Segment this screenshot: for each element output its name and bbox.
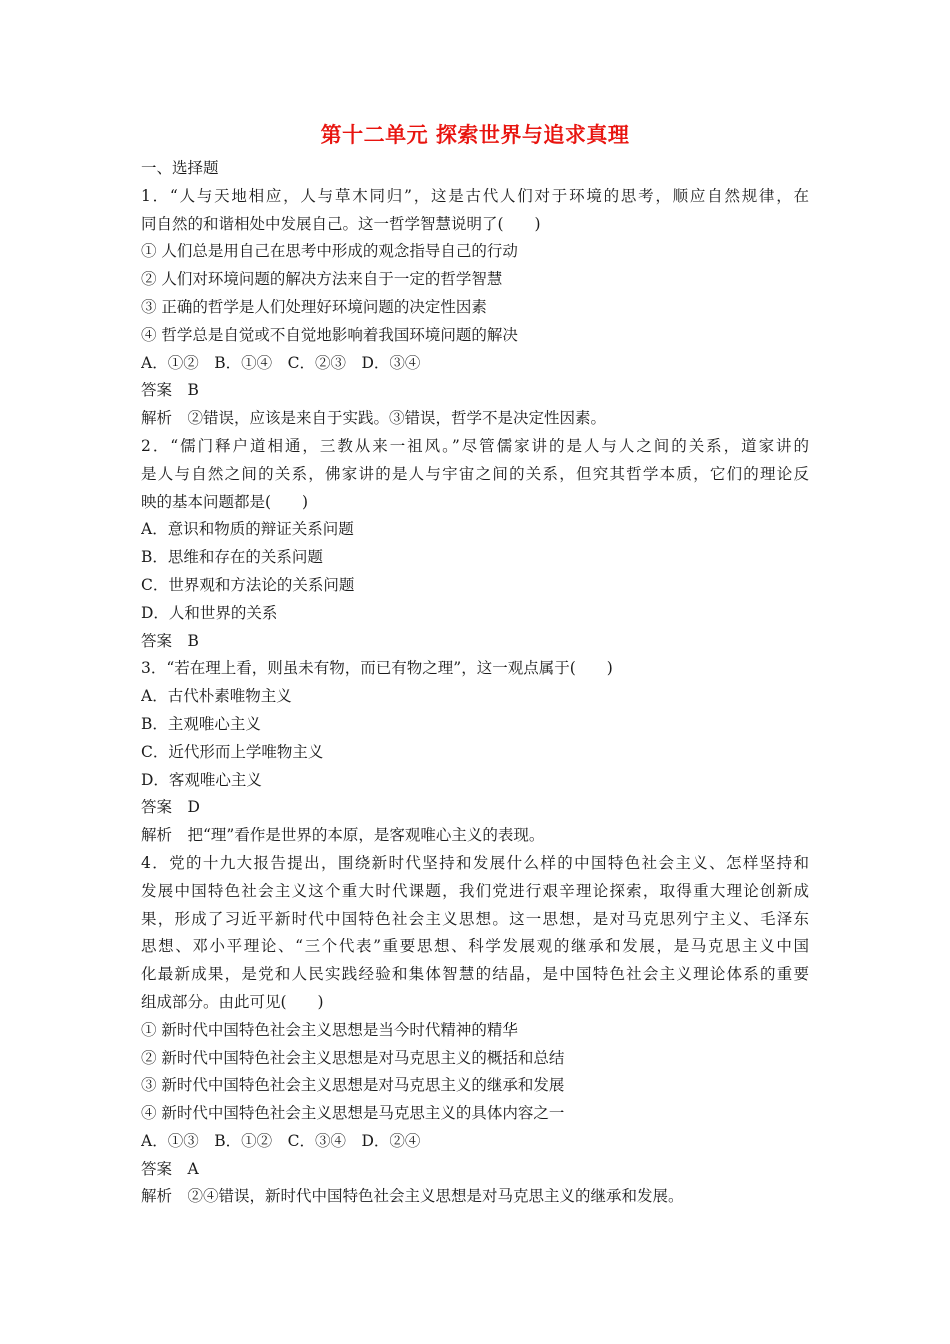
- document-body: [141, 155, 809, 1211]
- question-3-option: C．近代形而上学唯物主义: [141, 742, 324, 761]
- question-1-options: A．①② B．①④ C．②③ D．③④: [141, 353, 421, 372]
- question-3-answer: 答案 D: [141, 798, 200, 817]
- question-3-option: D．客观唯心主义: [141, 770, 262, 789]
- question-3-option: A．古代朴素唯物主义: [141, 687, 292, 706]
- question-2-stem-line: 是人与自然之间的关系，佛家讲的是人与宇宙之间的关系，但究其哲学本质，它们的理论反: [141, 464, 809, 483]
- question-1-statement: ④ 哲学总是自觉或不自觉地影响着我国环境问题的解决: [141, 325, 518, 344]
- question-1-statement: ② 人们对环境问题的解决方法来自于一定的哲学智慧: [141, 270, 503, 289]
- question-1-analysis: 解析 ②错误，应该是来自于实践。③错误，哲学不是决定性因素。: [141, 409, 607, 428]
- question-2-answer: 答案 B: [141, 631, 199, 650]
- question-1-stem-line: 同自然的和谐相处中发展自己。这一哲学智慧说明了( ): [141, 214, 541, 233]
- question-1-statement: ① 人们总是用自己在思考中形成的观念指导自己的行动: [141, 242, 518, 261]
- question-4-analysis: 解析 ②④错误，新时代中国特色社会主义思想是对马克思主义的继承和发展。: [141, 1187, 684, 1206]
- question-4-statement: ④ 新时代中国特色社会主义思想是马克思主义的具体内容之一: [141, 1104, 565, 1123]
- question-2-option: D．人和世界的关系: [141, 603, 278, 622]
- question-4-statement: ② 新时代中国特色社会主义思想是对马克思主义的概括和总结: [141, 1048, 565, 1067]
- question-1-answer: 答案 B: [141, 381, 199, 400]
- question-3-option: B．主观唯心主义: [141, 714, 261, 733]
- question-3-analysis: 解析 把“理”看作是世界的本原，是客观唯心主义的表现。: [141, 826, 545, 845]
- question-4-stem-line: 4．党的十九大报告提出，围绕新时代坚持和发展什么样的中国特色社会主义、怎样坚持和: [141, 853, 809, 872]
- question-2-option: A．意识和物质的辩证关系问题: [141, 520, 354, 539]
- question-1-stem-line: 1．“人与天地相应，人与草木同归”，这是古代人们对于环境的思考，顺应自然规律，在: [141, 186, 809, 205]
- question-4-statement: ③ 新时代中国特色社会主义思想是对马克思主义的继承和发展: [141, 1076, 565, 1095]
- question-2-option: B．思维和存在的关系问题: [141, 548, 323, 567]
- question-2-stem-line: 2．“儒门释户道相通，三教从来一祖风。”尽管儒家讲的是人与人之间的关系，道家讲的: [141, 436, 809, 455]
- question-3-stem-line: 3．“若在理上看，则虽未有物，而已有物之理”，这一观点属于( ): [141, 659, 613, 678]
- question-2-stem-line: 映的基本问题都是( ): [141, 492, 309, 511]
- question-4-stem-line: 发展中国特色社会主义这个重大时代课题，我们党进行艰辛理论探索，取得重大理论创新成: [141, 881, 809, 900]
- question-4-stem-line: 思想、邓小平理论、“三个代表”重要思想、科学发展观的继承和发展，是马克思主义中国: [141, 937, 809, 956]
- question-1-statement: ③ 正确的哲学是人们处理好环境问题的决定性因素: [141, 297, 487, 316]
- question-4-statement: ① 新时代中国特色社会主义思想是当今时代精神的精华: [141, 1020, 518, 1039]
- question-4-stem-line: 组成部分。由此可见( ): [141, 992, 324, 1011]
- question-4-stem-line: 化最新成果，是党和人民实践经验和集体智慧的结晶，是中国特色社会主义理论体系的重要: [141, 965, 809, 984]
- question-4-options: A．①③ B．①② C．③④ D．②④: [141, 1131, 421, 1150]
- section-heading: 一、选择题: [141, 159, 219, 177]
- document-title: 第十二单元 探索世界与追求真理: [320, 123, 630, 147]
- question-4-stem-line: 果，形成了习近平新时代中国特色社会主义思想。这一思想，是对马克思列宁主义、毛泽东: [141, 909, 809, 928]
- question-2-option: C．世界观和方法论的关系问题: [141, 575, 355, 594]
- question-4-answer: 答案 A: [141, 1159, 199, 1178]
